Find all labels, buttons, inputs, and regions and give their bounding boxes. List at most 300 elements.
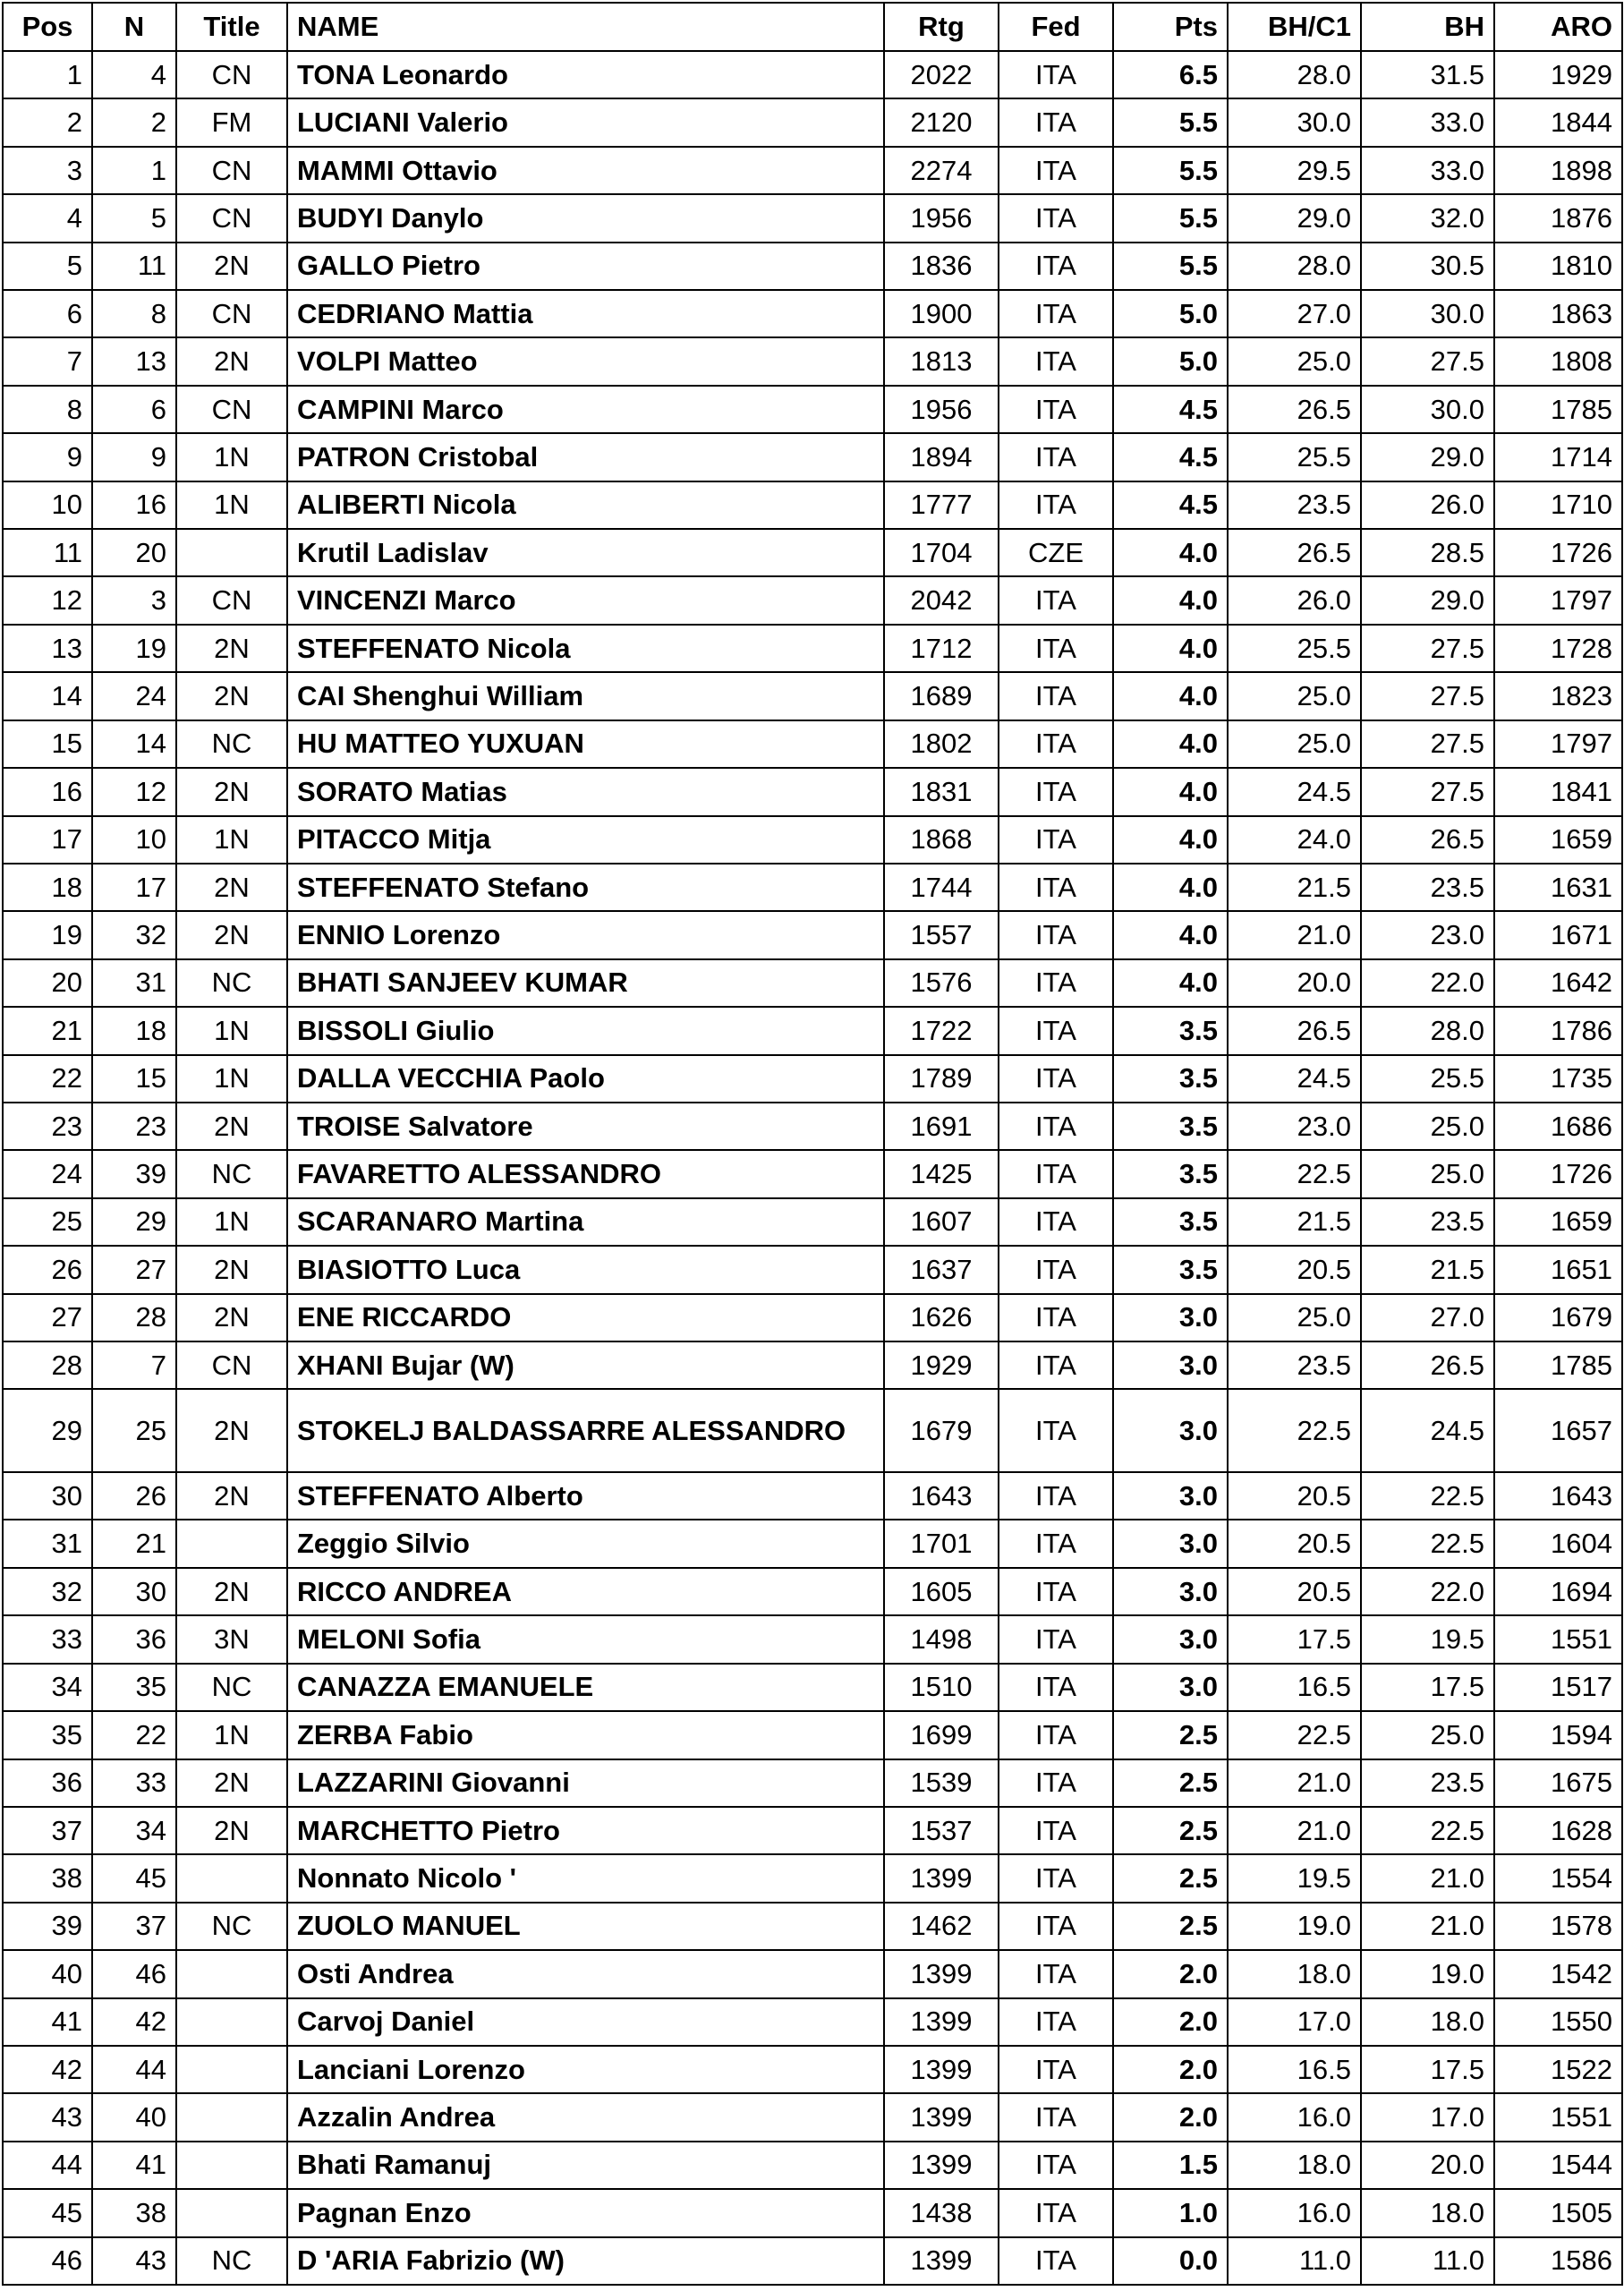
cell-bh-c1: 26.5 [1228,386,1361,433]
cell-bh: 27.5 [1361,672,1494,720]
cell-n: 46 [92,1950,176,1997]
table-row [3,1520,1622,1567]
cell-n: 31 [92,959,176,1007]
cell-bh-c1: 21.0 [1228,1807,1361,1854]
cell-pts: 2.0 [1113,1950,1228,1997]
cell-title [176,1998,287,2046]
cell-pos: 26 [3,1246,92,1293]
table-row [3,337,1622,385]
table-row [3,1472,1622,1520]
cell-bh: 26.5 [1361,816,1494,864]
cell-bh: 20.0 [1361,2142,1494,2189]
cell-pos: 20 [3,959,92,1007]
cell-title: NC [176,1903,287,1950]
cell-aro: 1686 [1494,1103,1622,1150]
cell-fed: ITA [999,911,1113,958]
cell-bh-c1: 22.5 [1228,1711,1361,1759]
cell-name: PITACCO Mitja [287,816,884,864]
table-row [3,481,1622,529]
cell-aro: 1898 [1494,147,1622,194]
cell-title [176,2093,287,2141]
cell-pts: 3.5 [1113,1055,1228,1103]
cell-aro: 1671 [1494,911,1622,958]
cell-n: 5 [92,194,176,242]
cell-pts: 4.5 [1113,481,1228,529]
cell-title: 3N [176,1615,287,1663]
cell-bh: 24.5 [1361,1389,1494,1472]
cell-title: 2N [176,625,287,672]
table-row [3,1903,1622,1950]
cell-aro: 1594 [1494,1711,1622,1759]
cell-bh: 33.0 [1361,147,1494,194]
cell-pts: 4.0 [1113,959,1228,1007]
cell-bh: 27.5 [1361,768,1494,815]
cell-pos: 42 [3,2046,92,2093]
header-title: Title [176,3,287,51]
cell-bh-c1: 21.0 [1228,911,1361,958]
cell-rtg: 1399 [884,2237,999,2285]
cell-bh: 19.5 [1361,1615,1494,1663]
cell-n: 35 [92,1664,176,1711]
cell-name: ZERBA Fabio [287,1711,884,1759]
cell-rtg: 1626 [884,1294,999,1341]
cell-rtg: 1956 [884,194,999,242]
cell-pos: 13 [3,625,92,672]
cell-pts: 4.0 [1113,911,1228,958]
cell-title: NC [176,1150,287,1197]
table-row [3,1103,1622,1150]
cell-n: 30 [92,1568,176,1615]
cell-name: ALIBERTI Nicola [287,481,884,529]
cell-n: 26 [92,1472,176,1520]
cell-aro: 1785 [1494,1341,1622,1389]
header-pos: Pos [3,3,92,51]
cell-title [176,1950,287,1997]
cell-n: 45 [92,1854,176,1902]
cell-pts: 2.5 [1113,1759,1228,1807]
table-row [3,720,1622,768]
cell-bh-c1: 17.0 [1228,1998,1361,2046]
cell-bh-c1: 30.0 [1228,98,1361,146]
cell-rtg: 1557 [884,911,999,958]
cell-pos: 9 [3,433,92,481]
cell-bh-c1: 27.0 [1228,290,1361,337]
cell-pts: 5.5 [1113,194,1228,242]
cell-aro: 1726 [1494,529,1622,576]
cell-aro: 1823 [1494,672,1622,720]
header-bh: BH [1361,3,1494,51]
cell-pts: 2.0 [1113,1998,1228,2046]
cell-n: 36 [92,1615,176,1663]
cell-rtg: 1929 [884,1341,999,1389]
cell-name: Carvoj Daniel [287,1998,884,2046]
cell-n: 16 [92,481,176,529]
cell-fed: ITA [999,2046,1113,2093]
cell-title: 2N [176,1472,287,1520]
cell-aro: 1517 [1494,1664,1622,1711]
cell-n: 9 [92,433,176,481]
cell-title: CN [176,147,287,194]
cell-fed: ITA [999,51,1113,98]
cell-bh-c1: 21.5 [1228,864,1361,911]
cell-name: CAI Shenghui William [287,672,884,720]
cell-pos: 4 [3,194,92,242]
cell-pos: 12 [3,576,92,624]
cell-name: Bhati Ramanuj [287,2142,884,2189]
cell-aro: 1735 [1494,1055,1622,1103]
cell-bh: 22.0 [1361,1568,1494,1615]
cell-n: 21 [92,1520,176,1567]
cell-bh-c1: 16.5 [1228,2046,1361,2093]
cell-aro: 1659 [1494,816,1622,864]
cell-rtg: 1539 [884,1759,999,1807]
cell-fed: ITA [999,1903,1113,1950]
cell-pts: 0.0 [1113,2237,1228,2285]
cell-rtg: 1689 [884,672,999,720]
cell-fed: ITA [999,1950,1113,1997]
cell-title: 1N [176,816,287,864]
cell-n: 23 [92,1103,176,1150]
cell-fed: ITA [999,194,1113,242]
cell-fed: ITA [999,720,1113,768]
cell-rtg: 1399 [884,1998,999,2046]
cell-aro: 1544 [1494,2142,1622,2189]
cell-bh-c1: 25.0 [1228,337,1361,385]
table-row [3,1007,1622,1054]
cell-n: 7 [92,1341,176,1389]
table-row [3,433,1622,481]
table-row [3,2237,1622,2285]
cell-fed: CZE [999,529,1113,576]
cell-title [176,1854,287,1902]
cell-bh-c1: 29.0 [1228,194,1361,242]
cell-n: 12 [92,768,176,815]
cell-aro: 1505 [1494,2189,1622,2236]
table-row [3,1341,1622,1389]
cell-title: 1N [176,1055,287,1103]
cell-rtg: 1722 [884,1007,999,1054]
cell-title: NC [176,959,287,1007]
cell-aro: 1551 [1494,2093,1622,2141]
table-row [3,625,1622,672]
cell-pos: 33 [3,1615,92,1663]
cell-bh-c1: 22.5 [1228,1389,1361,1472]
table-row [3,1615,1622,1663]
cell-aro: 1522 [1494,2046,1622,2093]
cell-rtg: 1605 [884,1568,999,1615]
cell-pos: 8 [3,386,92,433]
table-row [3,911,1622,958]
cell-bh: 19.0 [1361,1950,1494,1997]
cell-fed: ITA [999,1341,1113,1389]
cell-rtg: 1399 [884,1950,999,1997]
cell-name: VINCENZI Marco [287,576,884,624]
cell-pos: 16 [3,768,92,815]
cell-bh-c1: 21.5 [1228,1198,1361,1246]
cell-n: 20 [92,529,176,576]
cell-name: Osti Andrea [287,1950,884,1997]
table-row [3,1664,1622,1711]
cell-name: ENE RICCARDO [287,1294,884,1341]
cell-name: Azzalin Andrea [287,2093,884,2141]
cell-aro: 1643 [1494,1472,1622,1520]
cell-name: CEDRIANO Mattia [287,290,884,337]
cell-bh-c1: 25.0 [1228,672,1361,720]
cell-aro: 1797 [1494,720,1622,768]
cell-bh-c1: 16.0 [1228,2189,1361,2236]
cell-fed: ITA [999,290,1113,337]
cell-title [176,1520,287,1567]
cell-pos: 45 [3,2189,92,2236]
cell-fed: ITA [999,98,1113,146]
cell-bh: 33.0 [1361,98,1494,146]
cell-rtg: 1699 [884,1711,999,1759]
cell-fed: ITA [999,625,1113,672]
cell-pos: 28 [3,1341,92,1389]
cell-fed: ITA [999,147,1113,194]
cell-rtg: 1744 [884,864,999,911]
cell-pts: 4.0 [1113,864,1228,911]
cell-n: 40 [92,2093,176,2141]
cell-bh: 22.5 [1361,1520,1494,1567]
cell-n: 22 [92,1711,176,1759]
cell-aro: 1631 [1494,864,1622,911]
cell-bh: 23.0 [1361,911,1494,958]
cell-fed: ITA [999,1246,1113,1293]
cell-pts: 5.5 [1113,243,1228,290]
cell-fed: ITA [999,1568,1113,1615]
cell-pos: 6 [3,290,92,337]
cell-pts: 6.5 [1113,51,1228,98]
cell-title: 2N [176,672,287,720]
standings-table [2,2,1623,2286]
cell-n: 15 [92,1055,176,1103]
cell-bh-c1: 20.5 [1228,1520,1361,1567]
cell-name: BIASIOTTO Luca [287,1246,884,1293]
cell-fed: ITA [999,1150,1113,1197]
cell-title: 2N [176,1294,287,1341]
cell-title: CN [176,194,287,242]
cell-title: CN [176,51,287,98]
cell-name: VOLPI Matteo [287,337,884,385]
cell-fed: ITA [999,959,1113,1007]
cell-name: STEFFENATO Nicola [287,625,884,672]
cell-aro: 1679 [1494,1294,1622,1341]
cell-bh-c1: 23.5 [1228,481,1361,529]
cell-pts: 3.0 [1113,1472,1228,1520]
cell-fed: ITA [999,337,1113,385]
cell-n: 6 [92,386,176,433]
cell-fed: ITA [999,1103,1113,1150]
cell-pos: 41 [3,1998,92,2046]
cell-pos: 3 [3,147,92,194]
cell-bh: 22.0 [1361,959,1494,1007]
cell-rtg: 1813 [884,337,999,385]
cell-bh: 21.0 [1361,1903,1494,1950]
table-row [3,386,1622,433]
table-row [3,864,1622,911]
cell-pts: 3.5 [1113,1007,1228,1054]
cell-n: 33 [92,1759,176,1807]
table-row [3,1150,1622,1197]
cell-bh-c1: 21.0 [1228,1759,1361,1807]
cell-aro: 1726 [1494,1150,1622,1197]
cell-n: 39 [92,1150,176,1197]
cell-pos: 21 [3,1007,92,1054]
cell-bh: 22.5 [1361,1472,1494,1520]
cell-bh-c1: 28.0 [1228,243,1361,290]
cell-bh: 17.5 [1361,2046,1494,2093]
cell-name: RICCO ANDREA [287,1568,884,1615]
table-row [3,1294,1622,1341]
cell-n: 24 [92,672,176,720]
cell-pts: 3.5 [1113,1103,1228,1150]
cell-fed: ITA [999,1520,1113,1567]
cell-pos: 2 [3,98,92,146]
cell-n: 13 [92,337,176,385]
cell-fed: ITA [999,1807,1113,1854]
cell-bh: 25.0 [1361,1103,1494,1150]
cell-rtg: 1399 [884,2093,999,2141]
cell-bh: 17.0 [1361,2093,1494,2141]
cell-name: STOKELJ BALDASSARRE ALESSANDRO [287,1389,884,1472]
cell-pts: 2.5 [1113,1903,1228,1950]
cell-pos: 32 [3,1568,92,1615]
cell-pts: 5.5 [1113,98,1228,146]
cell-fed: ITA [999,1711,1113,1759]
cell-fed: ITA [999,1198,1113,1246]
cell-title [176,2189,287,2236]
cell-title: 2N [176,243,287,290]
cell-fed: ITA [999,2237,1113,2285]
cell-name: CAMPINI Marco [287,386,884,433]
cell-fed: ITA [999,1759,1113,1807]
cell-bh-c1: 28.0 [1228,51,1361,98]
cell-pos: 46 [3,2237,92,2285]
cell-n: 4 [92,51,176,98]
cell-pts: 4.0 [1113,625,1228,672]
cell-title: 1N [176,433,287,481]
cell-name: ZUOLO MANUEL [287,1903,884,1950]
cell-name: STEFFENATO Alberto [287,1472,884,1520]
cell-n: 28 [92,1294,176,1341]
cell-rtg: 1704 [884,529,999,576]
cell-bh: 18.0 [1361,1998,1494,2046]
cell-rtg: 1438 [884,2189,999,2236]
cell-pos: 44 [3,2142,92,2189]
cell-fed: ITA [999,2093,1113,2141]
cell-pos: 17 [3,816,92,864]
cell-name: HU MATTEO YUXUAN [287,720,884,768]
cell-name: STEFFENATO Stefano [287,864,884,911]
cell-name: BISSOLI Giulio [287,1007,884,1054]
cell-rtg: 1894 [884,433,999,481]
cell-pts: 5.0 [1113,337,1228,385]
table-row [3,98,1622,146]
cell-pts: 2.0 [1113,2046,1228,2093]
cell-aro: 1710 [1494,481,1622,529]
cell-rtg: 1537 [884,1807,999,1854]
cell-title: 1N [176,1711,287,1759]
cell-fed: ITA [999,2189,1113,2236]
header-aro: ARO [1494,3,1622,51]
cell-aro: 1797 [1494,576,1622,624]
header-fed: Fed [999,3,1113,51]
cell-pos: 40 [3,1950,92,1997]
table-row [3,194,1622,242]
cell-fed: ITA [999,1389,1113,1472]
cell-n: 37 [92,1903,176,1950]
cell-bh: 31.5 [1361,51,1494,98]
cell-bh-c1: 22.5 [1228,1150,1361,1197]
cell-bh: 29.0 [1361,576,1494,624]
cell-rtg: 1399 [884,2142,999,2189]
cell-rtg: 2120 [884,98,999,146]
cell-n: 32 [92,911,176,958]
table-row [3,816,1622,864]
cell-rtg: 1510 [884,1664,999,1711]
cell-aro: 1929 [1494,51,1622,98]
cell-pos: 34 [3,1664,92,1711]
cell-bh: 30.0 [1361,290,1494,337]
cell-bh-c1: 25.0 [1228,720,1361,768]
cell-title [176,2142,287,2189]
cell-name: LAZZARINI Giovanni [287,1759,884,1807]
cell-n: 17 [92,864,176,911]
header-row [3,3,1622,51]
cell-bh-c1: 26.5 [1228,1007,1361,1054]
cell-pos: 43 [3,2093,92,2141]
table-row [3,1950,1622,1997]
cell-n: 43 [92,2237,176,2285]
cell-fed: ITA [999,576,1113,624]
cell-bh: 27.5 [1361,625,1494,672]
cell-fed: ITA [999,386,1113,433]
cell-rtg: 1701 [884,1520,999,1567]
cell-bh: 26.5 [1361,1341,1494,1389]
cell-bh-c1: 25.0 [1228,1294,1361,1341]
cell-n: 38 [92,2189,176,2236]
table-row [3,1055,1622,1103]
cell-pos: 22 [3,1055,92,1103]
table-row [3,2142,1622,2189]
cell-name: MELONI Sofia [287,1615,884,1663]
cell-bh: 11.0 [1361,2237,1494,2285]
cell-name: Krutil Ladislav [287,529,884,576]
cell-pts: 2.5 [1113,1711,1228,1759]
table-row [3,959,1622,1007]
cell-rtg: 1425 [884,1150,999,1197]
cell-aro: 1551 [1494,1615,1622,1663]
cell-rtg: 1576 [884,959,999,1007]
cell-bh: 27.5 [1361,337,1494,385]
cell-aro: 1586 [1494,2237,1622,2285]
table-row [3,1998,1622,2046]
table-row [3,1759,1622,1807]
cell-pts: 3.0 [1113,1615,1228,1663]
cell-n: 3 [92,576,176,624]
cell-title: CN [176,290,287,337]
cell-bh: 25.5 [1361,1055,1494,1103]
cell-bh: 21.5 [1361,1246,1494,1293]
cell-n: 18 [92,1007,176,1054]
cell-bh-c1: 23.0 [1228,1103,1361,1150]
cell-aro: 1785 [1494,386,1622,433]
cell-rtg: 1777 [884,481,999,529]
table-row [3,2046,1622,2093]
cell-bh-c1: 26.0 [1228,576,1361,624]
table-row [3,2093,1622,2141]
